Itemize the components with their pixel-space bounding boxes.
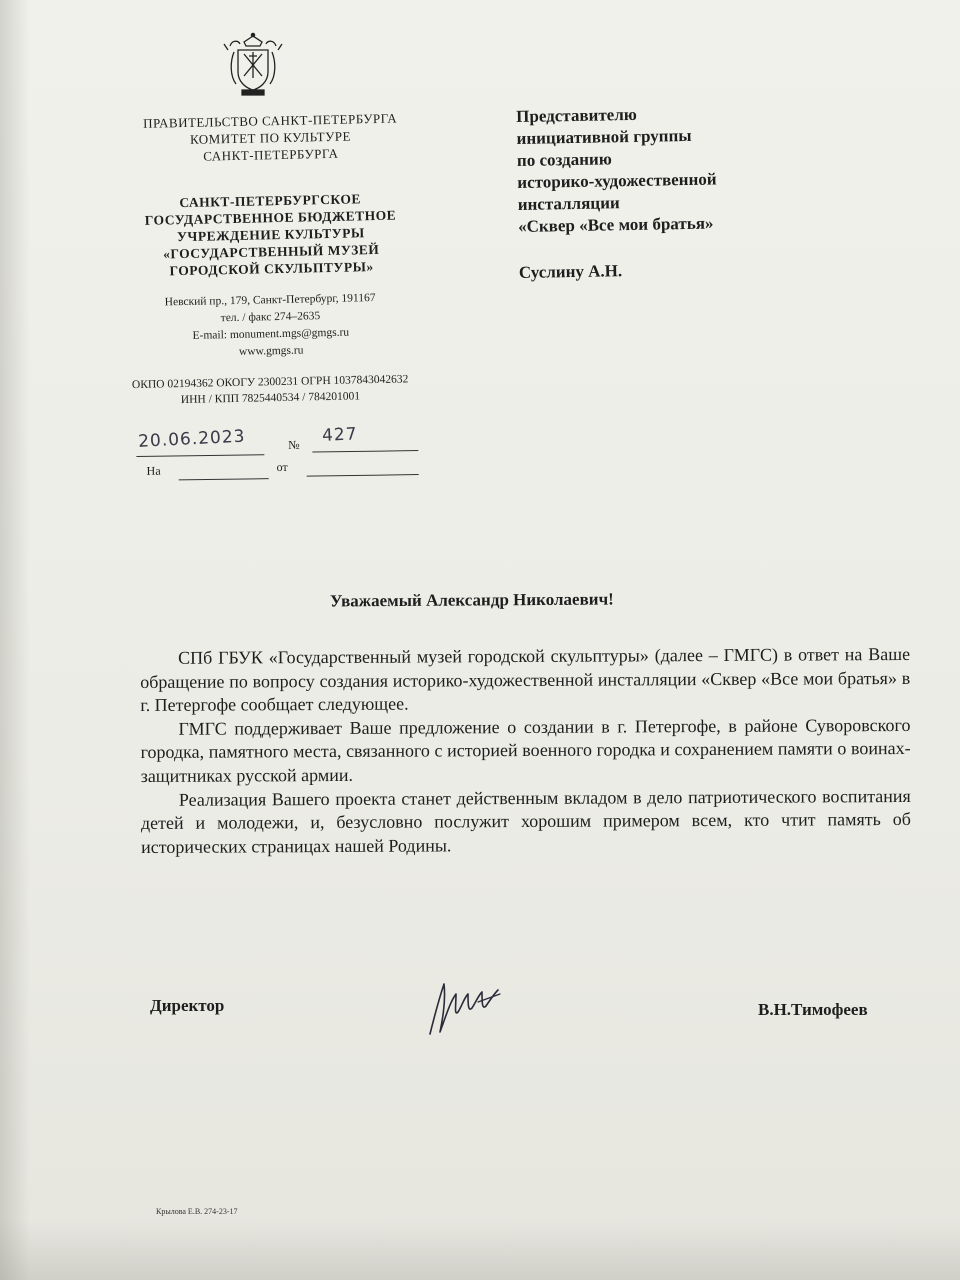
addressee-line-2: инициативной группы: [516, 125, 692, 148]
gov-line-1: ПРАВИТЕЛЬСТВО САНКТ-ПЕТЕРБУРГА: [142, 110, 398, 131]
inst-line-2: ГОСУДАРСТВЕННОЕ БЮДЖЕТНОЕ: [144, 207, 397, 228]
registration-block: [136, 424, 437, 488]
date-line: [136, 454, 264, 457]
body-paragraph-1: СПб ГБУК «Государственный музей городской скульптуры» (далее – ГМГС) в ответ на Ваше обращение по вопросу создания историко-художественной инсталляции «Сквер «Все мои братья» в г. Петергофе сообщает следующее.: [140, 643, 911, 716]
contact-block: [90, 288, 451, 364]
addressee-line-1: Представителю: [516, 104, 637, 126]
phone: тел. / факс 274–2635: [220, 310, 321, 325]
institution-name: [90, 188, 452, 281]
number-line: [312, 450, 418, 452]
inst-line-3: УЧРЕЖДЕНИЕ КУЛЬТУРЫ: [176, 225, 365, 245]
inst-line-1: САНКТ-ПЕТЕРБУРГСКОЕ: [179, 191, 362, 211]
paper-shadow: [0, 0, 30, 1280]
body-paragraph-2: ГМГС поддерживает Ваше предложение о создании в г. Петергофе, в районе Суворовского городка, памятного места, связанного с историей военного городка и сохранением памяти о воинах-защитниках русской армии.: [140, 714, 911, 786]
on-line: [179, 478, 269, 480]
coat-of-arms-icon: [222, 32, 284, 98]
from-label: от: [276, 459, 288, 475]
outgoing-number: 427: [321, 424, 359, 447]
letter-body: [140, 643, 911, 859]
gov-line-2: КОМИТЕТ ПО КУЛЬТУРЕ: [189, 128, 352, 147]
government-header: [90, 108, 451, 167]
website: www.gmgs.ru: [238, 344, 304, 358]
number-label: №: [288, 437, 300, 452]
addressee-line-4: историко-художественной: [517, 169, 717, 192]
salutation: Уважаемый Александр Николаевич!: [329, 589, 614, 611]
addressee-line-5: инсталляции: [517, 193, 620, 214]
signatory-title: Директор: [150, 996, 225, 1015]
codes-line-1: ОКПО 02194362 ОКОГУ 2300231 ОГРН 1037843042632: [131, 373, 409, 392]
on-label: На: [146, 463, 161, 478]
gov-line-3: САНКТ-ПЕТЕРБУРГА: [203, 145, 339, 164]
inst-line-4: «ГОСУДАРСТВЕННЫЙ МУЗЕЙ: [162, 241, 380, 262]
handwritten-signature: [420, 972, 510, 1042]
paper-shadow-bottom: [0, 1220, 960, 1280]
addressee-name: Суслину А.Н.: [518, 261, 623, 282]
body-paragraph-3: Реализация Вашего проекта станет действенным вкладом в дело патриотического воспитания детей и молодежи, и, безусловно послужит хорошим примером всем, кто чтит память об исторических страницах нашей Родины.: [140, 785, 911, 857]
address: Невский пр., 179, Санкт-Петербург, 191167: [164, 292, 376, 309]
signatory-name: В.Н.Тимофеев: [758, 1000, 868, 1019]
addressee-line-3: по созданию: [516, 149, 612, 170]
executor-info: Крылова Е.В. 274-23-17: [156, 1207, 238, 1216]
inst-line-5: ГОРОДСКОЙ СКУЛЬПТУРЫ»: [169, 259, 374, 279]
email: E-mail: monument.mgs@gmgs.ru: [192, 326, 350, 342]
addressee-line-6: «Сквер «Все мои братья»: [517, 213, 714, 236]
outgoing-date: 20.06.2023: [137, 426, 246, 452]
from-line: [307, 474, 419, 477]
addressee-block: [516, 101, 819, 284]
codes-line-2: ИНН / КПП 7825440534 / 784201001: [180, 390, 361, 407]
